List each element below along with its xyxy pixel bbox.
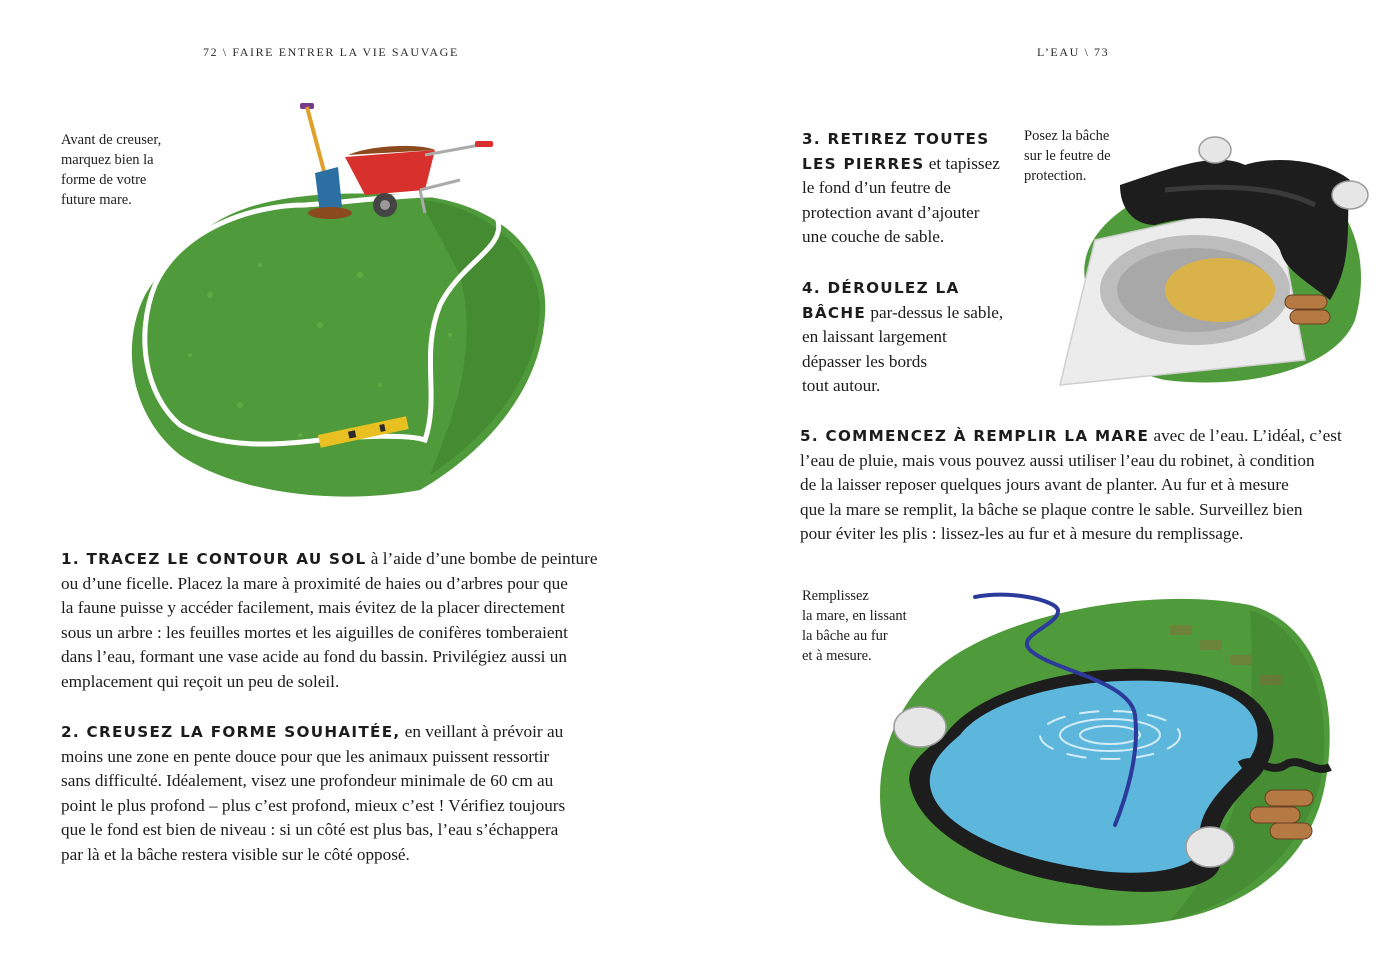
step5-lead: 5. COMMENCEZ À REMPLIR LA MARE [800, 427, 1150, 445]
tarp-illustration [1045, 130, 1375, 390]
caption-line: la mare, en lissant [802, 608, 907, 624]
step3-line: et tapissez [924, 153, 1000, 173]
step3-paragraph [802, 127, 1042, 250]
step1-line: à l’aide d’une bombe de peinture [366, 549, 598, 568]
step2-line: par là et la bâche restera visible sur le côté opposé. [61, 844, 410, 864]
step3-line: une couche de sable. [802, 227, 945, 247]
step1-lead: 1. TRACEZ LE CONTOUR AU SOL [61, 550, 367, 568]
caption-line: Posez la bâche [1024, 128, 1110, 144]
caption-line: marquez bien la [61, 152, 154, 168]
step4-line: par-dessus le sable, [866, 302, 1004, 322]
step5-line: de la laisser reposer quelques jours avant de planter. Au fur et à mesure [800, 475, 1289, 495]
step1-line: sous un arbre : les feuilles mortes et les aiguilles de conifères tomberaient [61, 622, 568, 642]
step2-paragraph [61, 720, 621, 868]
step3-line: le fond d’un feutre de [802, 178, 951, 198]
step2-line: moins une zone en pente douce pour que les animaux puissent ressortir [61, 746, 550, 766]
step4-lead: 4. DÉROULEZ LA [802, 279, 960, 297]
step2-line: que le fond est bien de niveau : si un côté est plus bas, l’eau s’échappera [61, 820, 559, 840]
step3-line: protection avant d’ajouter [802, 202, 980, 222]
step3-lead: LES PIERRES [802, 154, 925, 173]
sand-layer [1165, 258, 1275, 322]
caption-line: Avant de creuser, [61, 132, 162, 148]
caption-line: sur le feutre de [1024, 148, 1111, 164]
step1-paragraph [61, 547, 621, 695]
step1-line: dans l’eau, formant une vase acide au fond du bassin. Privilégiez aussi un [61, 647, 567, 667]
step5-line: avec de l’eau. L’idéal, c’est [1149, 426, 1342, 445]
running-head-left: 72 \ FAIRE ENTRER LA VIE SAUVAGE [203, 45, 459, 59]
step2-lead: 2. CREUSEZ LA FORME SOUHAITÉE, [61, 723, 401, 741]
caption-line: la bâche au fur [802, 628, 888, 644]
step1-line: emplacement qui reçoit un peu de soleil. [61, 671, 340, 691]
step4-line: tout autour. [802, 376, 881, 396]
step2-line: sans difficulté. Idéalement, visez une profondeur minimale de 60 cm au [61, 771, 554, 791]
caption-line: future mare. [61, 192, 132, 208]
step5-line: que la mare se remplit, la bâche se plaque contre le sable. Surveillez bien [800, 499, 1303, 519]
step1-line: la faune puisse y accéder facilement, mais évitez de la placer directement [61, 598, 565, 618]
step2-line: en veillant à prévoir au [400, 722, 564, 741]
step4-line: en laissant largement [802, 327, 947, 347]
step2-line: point le plus profond – plus c’est profond, mieux c’est ! Vérifiez toujours [61, 795, 566, 815]
step4-line: dépasser les bords [802, 351, 928, 371]
lawn-outline-illustration [120, 95, 560, 505]
step1-line: ou d’une ficelle. Placez la mare à proximité de haies ou d’arbres pour que [61, 573, 568, 593]
step5-paragraph [800, 424, 1360, 547]
running-head-right: L’EAU \ 73 [1037, 45, 1110, 59]
step5-line: l’eau de pluie, mais vous pouvez aussi utiliser l’eau du robinet, à condition [800, 450, 1315, 470]
step4-paragraph [802, 276, 1042, 399]
pond-fill-illustration [870, 585, 1340, 930]
caption-line: forme de votre [61, 172, 147, 188]
caption-line: Remplissez [802, 588, 869, 604]
step4-lead: BÂCHE [802, 303, 867, 322]
caption-line: et à mesure. [802, 648, 872, 664]
step3-lead: 3. RETIREZ TOUTES [802, 130, 990, 148]
caption-line: protection. [1024, 168, 1087, 184]
step5-line: pour éviter les plis : lissez-les au fur et à mesure du remplissage. [800, 524, 1244, 544]
